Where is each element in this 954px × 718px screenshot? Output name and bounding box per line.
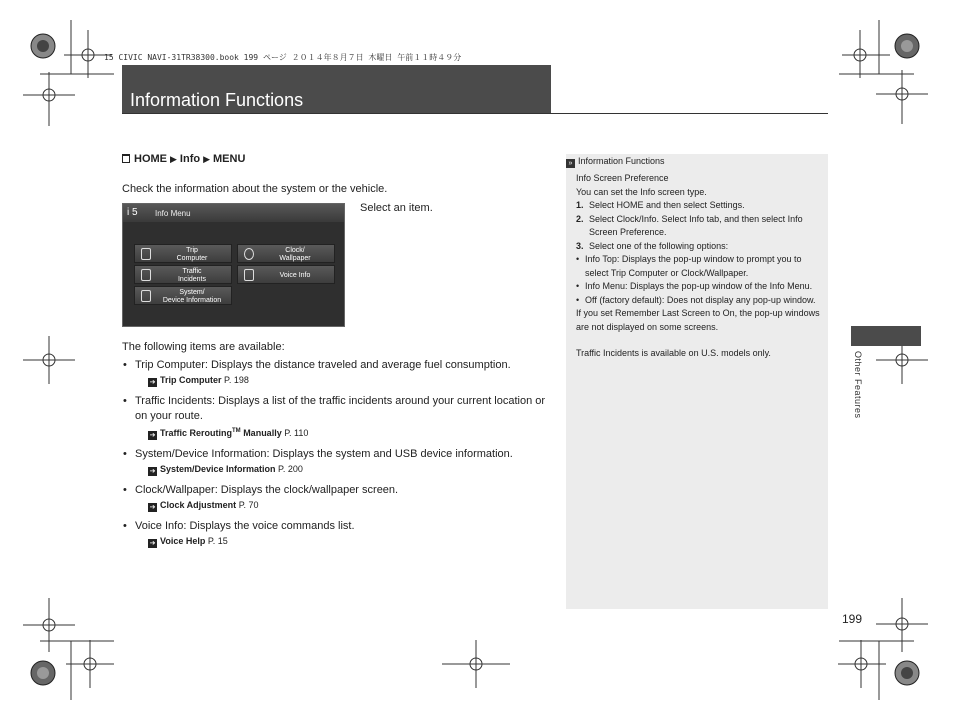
wrench-icon <box>141 290 151 302</box>
cross-reference[interactable]: ➔ Clock Adjustment P. 70 <box>149 500 259 511</box>
clock-icon <box>244 248 254 260</box>
sidebar-traffic-note: Traffic Incidents is available on U.S. models only. <box>576 348 771 358</box>
item-term: Clock/Wallpaper <box>135 484 215 496</box>
sidebar-arrow-icon: » <box>566 159 575 168</box>
nav-home: HOME <box>134 153 167 165</box>
sidebar-header: » Information Functions <box>566 155 665 169</box>
reference-arrow-icon: ➔ <box>149 504 156 511</box>
sidebar-option: • Info Top: Displays the pop-up window to prompt you to select Trip Computer or Clock/Wallpaper. <box>576 254 802 278</box>
nav-info: Info <box>179 153 201 165</box>
button-label: Traffic Incidents <box>177 268 207 283</box>
sidebar-option: • Off (factory default): Does not display any pop-up window. <box>576 294 816 305</box>
item-description: : Displays a list of the traffic incidents around your current location or on your route. <box>135 395 546 422</box>
list-item: • Clock/Wallpaper: Displays the clock/wallpaper screen. ➔ Clock Adjustment P. 70 <box>122 483 552 512</box>
clock-wallpaper-button[interactable] <box>237 244 335 263</box>
sidebar-option: • Info Menu: Displays the pop-up window of the Info Menu. <box>576 281 813 291</box>
voice-info-button[interactable] <box>237 265 335 284</box>
cross-reference[interactable]: ➔ Traffic Rerouting™ Manually P. 110 <box>149 428 309 439</box>
info-menu-screenshot <box>122 203 345 327</box>
items-list <box>122 358 552 555</box>
page-number: 199 <box>842 612 863 626</box>
sidebar-subtitle: Info Screen Preference <box>576 173 669 183</box>
nav-menu: MENU <box>213 153 246 165</box>
info-logo-icon: i 5 <box>127 207 138 218</box>
button-label: Voice Info <box>279 272 311 279</box>
section-tab-marker <box>851 326 921 346</box>
sidebar-step: 2. Select Clock/Info. Select Info tab, and then select Info Screen Preference. <box>576 213 803 237</box>
item-description: : Displays the voice commands list. <box>183 520 355 532</box>
sidebar-line: You can set the Info screen type. <box>576 186 707 197</box>
screen-title: Info Menu <box>155 209 191 218</box>
sidebar-note-text: If you set Remember Last Screen to On, the pop-up windows are not displayed on some screens. <box>576 308 820 332</box>
screen-title-bar <box>123 204 344 222</box>
reference-arrow-icon: ➔ <box>149 540 156 547</box>
sidebar-note <box>566 154 828 609</box>
item-term: System/Device Information <box>135 448 267 460</box>
list-item: • Voice Info: Displays the voice commands list. ➔ Voice Help P. 15 <box>122 519 552 548</box>
cross-reference[interactable]: ➔ Voice Help P. 15 <box>149 536 228 547</box>
traffic-incidents-button[interactable] <box>134 265 232 284</box>
sidebar-step: 1. Select HOME and then select Settings. <box>576 200 745 210</box>
print-header: 15 CIVIC NAVI-31TR38300.book 199 ページ ２０１４年８月７日 木曜日 午前１１時４９分 <box>104 53 462 62</box>
cross-reference[interactable]: ➔ Trip Computer P. 198 <box>149 375 249 386</box>
button-label: Clock/ Wallpaper <box>279 247 311 262</box>
intro-text: Check the information about the system or the vehicle. <box>122 183 388 195</box>
reference-arrow-icon: ➔ <box>149 379 156 386</box>
available-items-intro: The following items are available: <box>122 341 285 353</box>
nav-arrow-icon: ▶ <box>170 154 177 164</box>
navigation-path <box>122 153 245 165</box>
sidebar-step: 3. Select one of the following options: <box>576 240 729 251</box>
section-tab-label: Other Features <box>853 351 863 419</box>
fuel-pump-icon <box>141 248 151 260</box>
reference-arrow-icon: ➔ <box>149 468 156 475</box>
button-label: System/ Device Information <box>162 289 222 304</box>
home-icon <box>122 154 130 163</box>
button-label: Trip Computer <box>176 247 208 262</box>
title-bar <box>122 65 551 113</box>
title-rule <box>122 113 828 114</box>
item-term: Traffic Incidents <box>135 395 213 407</box>
list-item: • Trip Computer: Displays the distance traveled and average fuel consumption. ➔ Trip Computer P. 198 <box>122 358 552 387</box>
item-description: : Displays the system and USB device information. <box>266 448 513 460</box>
cross-reference[interactable]: ➔ System/Device Information P. 200 <box>149 464 303 475</box>
traffic-warning-icon <box>141 269 151 281</box>
select-item-note: Select an item. <box>360 202 433 214</box>
item-description: : Displays the clock/wallpaper screen. <box>214 484 399 496</box>
item-term: Voice Info <box>135 520 184 532</box>
list-item: • Traffic Incidents: Displays a list of the traffic incidents around your current location or on your route. ➔ Traffic Rerouting™ Manually P. 110 <box>122 394 552 440</box>
item-term: Trip Computer <box>135 359 205 371</box>
list-item: • System/Device Information: Displays the system and USB device information. ➔ System/Device Information P. 200 <box>122 447 552 476</box>
system-device-information-button[interactable] <box>134 286 232 305</box>
nav-arrow-icon: ▶ <box>203 154 211 164</box>
reference-arrow-icon: ➔ <box>149 432 156 439</box>
voice-icon <box>244 269 254 281</box>
item-description: : Displays the distance traveled and average fuel consumption. <box>204 359 511 371</box>
trip-computer-button[interactable] <box>134 244 232 263</box>
page-title: Information Functions <box>130 90 304 110</box>
sidebar-body <box>576 172 824 361</box>
